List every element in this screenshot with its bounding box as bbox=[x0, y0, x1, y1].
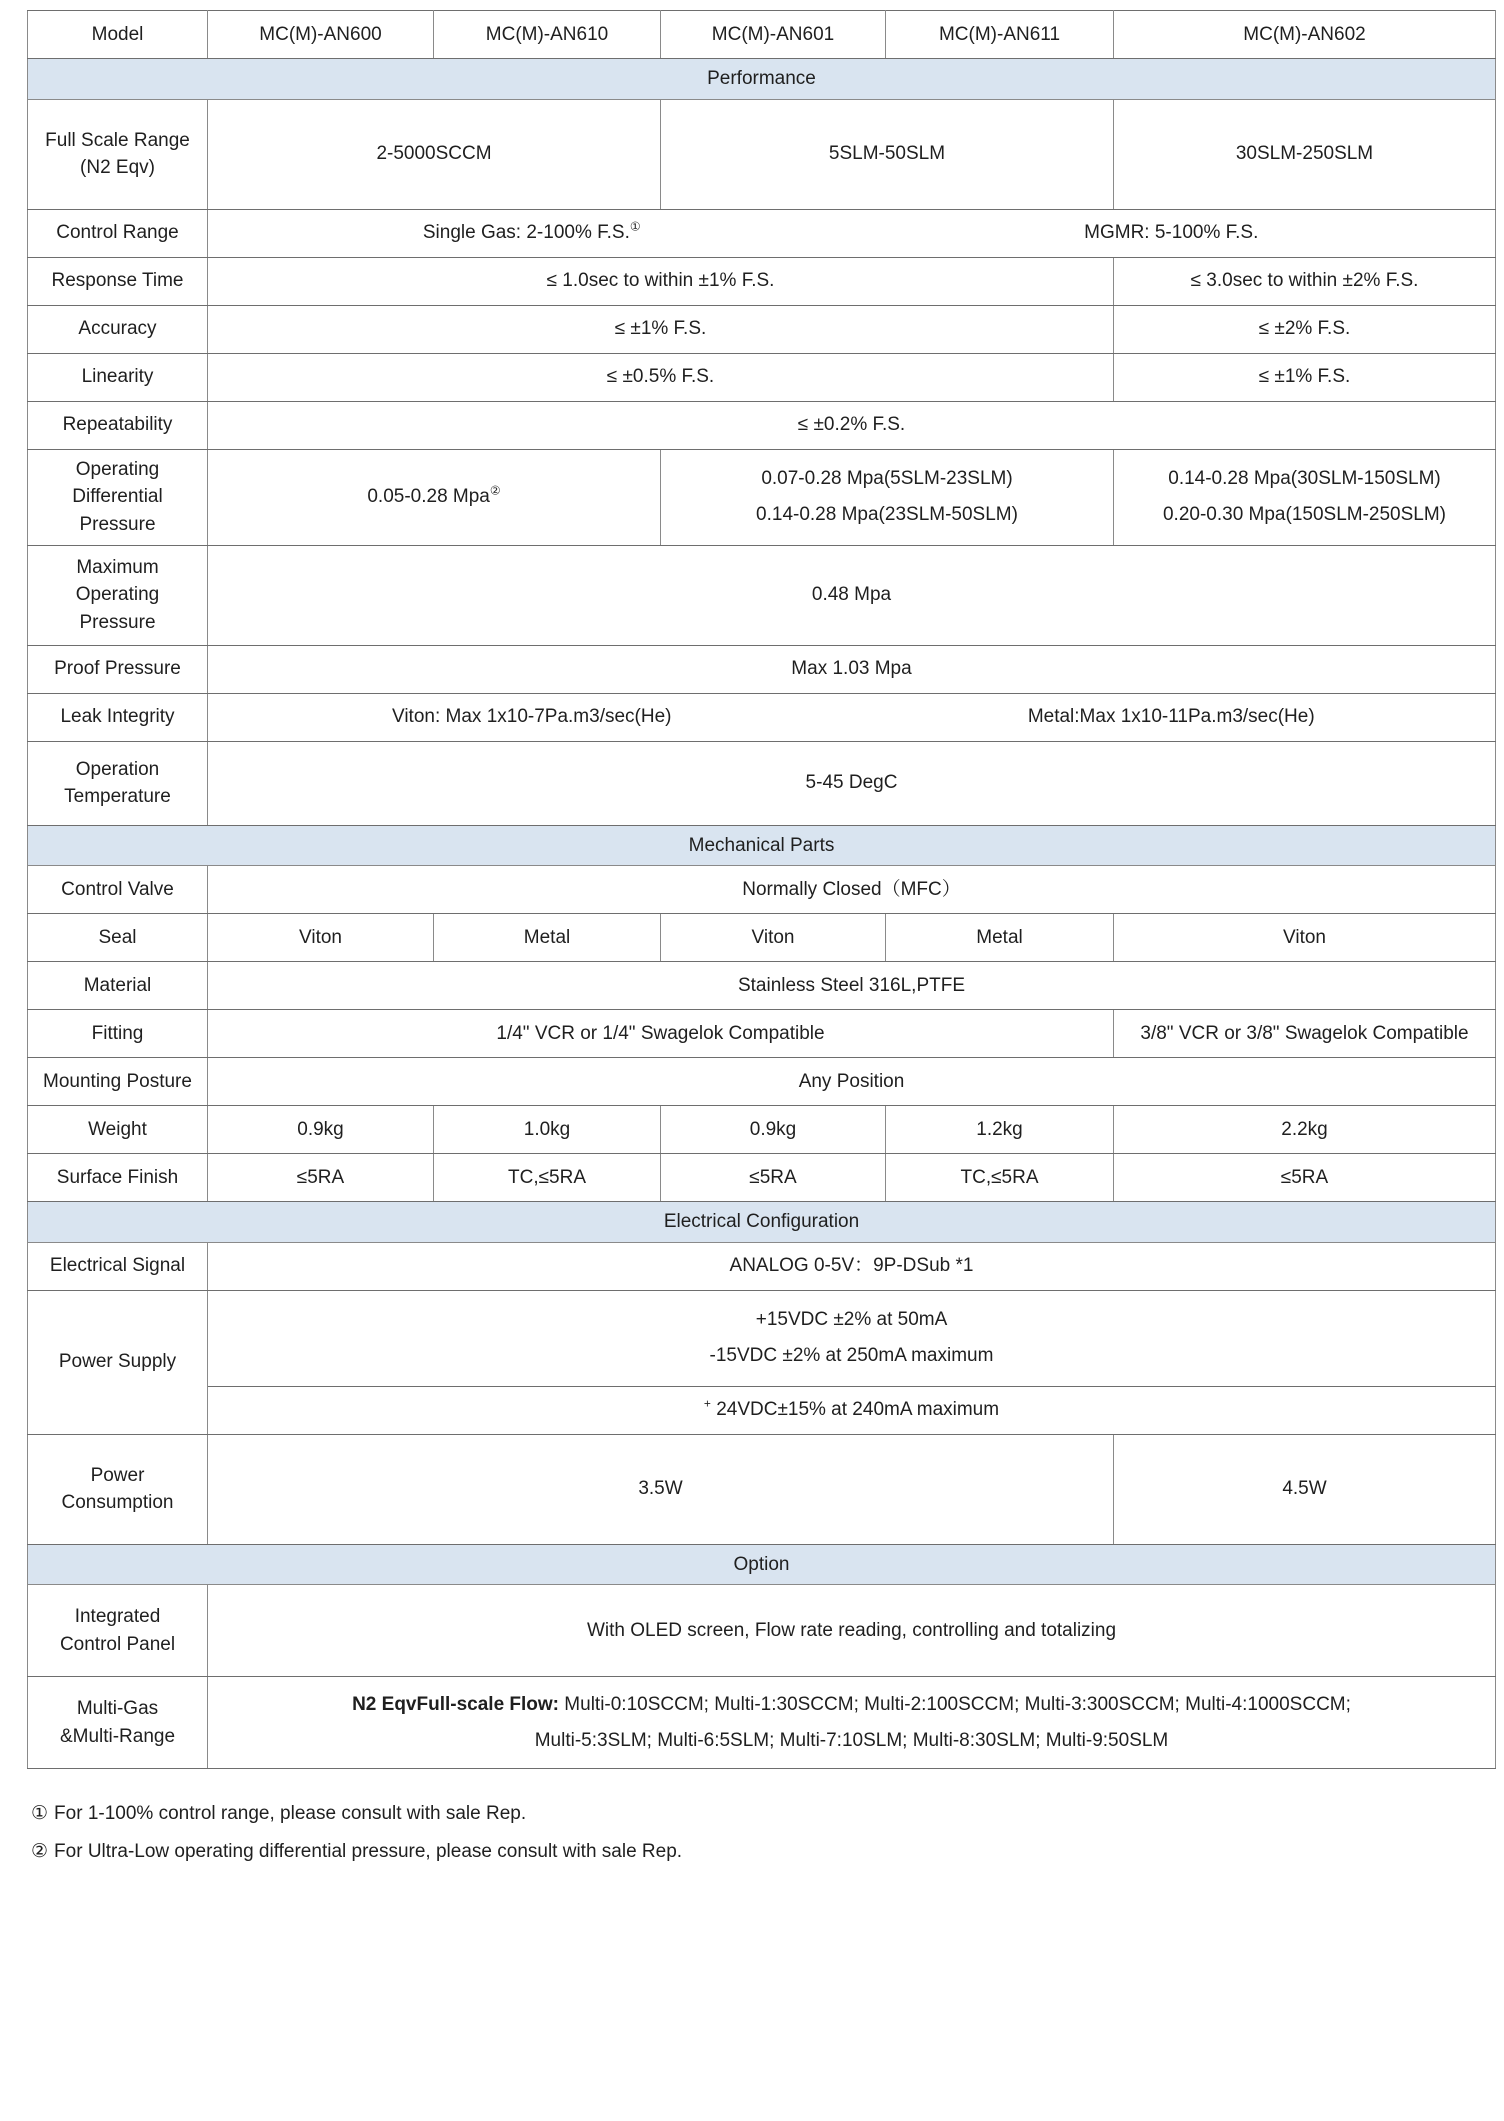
table-row-model bbox=[28, 11, 1496, 59]
row-label-multi-gas-multi-range bbox=[28, 1677, 208, 1769]
power-supply-line-3-prefix: + bbox=[703, 1397, 711, 1412]
row-label-power-supply: Power Supply bbox=[28, 1290, 208, 1434]
row-label-line-2: Operating bbox=[75, 584, 160, 606]
table-row-electrical-signal bbox=[28, 1242, 1496, 1290]
row-label-operation-temperature bbox=[28, 741, 208, 825]
row-label-control-valve: Control Valve bbox=[28, 866, 208, 914]
leak-integrity-values bbox=[208, 693, 1496, 741]
row-label-line-3: Pressure bbox=[79, 513, 156, 535]
specifications-table bbox=[27, 10, 1496, 1769]
repeatability-value: ≤ ±0.2% F.S. bbox=[208, 401, 1496, 449]
table-row-weight bbox=[28, 1106, 1496, 1154]
odp-col-2 bbox=[661, 449, 1114, 545]
model-cell-5: MC(M)-AN602 bbox=[1114, 11, 1496, 59]
row-label-integrated-control-panel bbox=[28, 1585, 208, 1677]
section-band-performance bbox=[28, 59, 1496, 100]
power-consumption-left: 3.5W bbox=[208, 1434, 1114, 1544]
row-label-control-range: Control Range bbox=[28, 209, 208, 257]
section-title-electrical-configuration: Electrical Configuration bbox=[28, 1202, 1496, 1243]
table-row-maximum-operating-pressure bbox=[28, 545, 1496, 645]
control-range-single-gas-text: Single Gas: 2-100% F.S. bbox=[422, 222, 630, 244]
leak-integrity-metal: Metal:Max 1x10-11Pa.m3/sec(He) bbox=[1027, 706, 1315, 728]
row-label-weight: Weight bbox=[28, 1106, 208, 1154]
section-band-electrical-configuration bbox=[28, 1202, 1496, 1243]
control-valve-value: Normally Closed（MFC） bbox=[208, 866, 1496, 914]
table-row-response-time bbox=[28, 257, 1496, 305]
row-label-line-2: Control Panel bbox=[59, 1633, 176, 1655]
accuracy-right: ≤ ±2% F.S. bbox=[1114, 305, 1496, 353]
seal-value-4: Metal bbox=[886, 914, 1114, 962]
table-row-integrated-control-panel bbox=[28, 1585, 1496, 1677]
table-row-power-supply-primary bbox=[28, 1290, 1496, 1386]
row-label-accuracy: Accuracy bbox=[28, 305, 208, 353]
footnote-ref-1: ① bbox=[629, 219, 641, 234]
row-label-line-2: Consumption bbox=[61, 1492, 174, 1514]
multi-gas-value bbox=[208, 1677, 1496, 1769]
row-label-fitting: Fitting bbox=[28, 1010, 208, 1058]
section-band-mechanical-parts bbox=[28, 825, 1496, 866]
row-label-maximum-operating-pressure bbox=[28, 545, 208, 645]
control-range-values bbox=[208, 209, 1496, 257]
weight-value-2: 1.0kg bbox=[434, 1106, 661, 1154]
row-label-full-scale-range bbox=[28, 99, 208, 209]
table-row-power-consumption bbox=[28, 1434, 1496, 1544]
row-label-response-time: Response Time bbox=[28, 257, 208, 305]
leak-integrity-viton: Viton: Max 1x10-7Pa.m3/sec(He) bbox=[392, 706, 672, 728]
odp-col-2-line-2: 0.14-0.28 Mpa(23SLM-50SLM) bbox=[756, 504, 1018, 526]
table-row-leak-integrity bbox=[28, 693, 1496, 741]
row-label-line-1: Power bbox=[90, 1464, 145, 1486]
seal-value-3: Viton bbox=[661, 914, 886, 962]
odp-col-1-text: 0.05-0.28 Mpa bbox=[367, 486, 490, 508]
row-label-line-2: Differential bbox=[72, 486, 163, 508]
odp-col-1 bbox=[208, 449, 661, 545]
weight-value-3: 0.9kg bbox=[661, 1106, 886, 1154]
power-supply-secondary-value bbox=[208, 1386, 1496, 1434]
response-time-right: ≤ 3.0sec to within ±2% F.S. bbox=[1114, 257, 1496, 305]
proof-pressure-value: Max 1.03 Mpa bbox=[208, 645, 1496, 693]
footnote-1-text: For 1-100% control range, please consult with sale Rep. bbox=[54, 1803, 527, 1825]
table-row-operating-differential-pressure bbox=[28, 449, 1496, 545]
table-row-mounting-posture bbox=[28, 1058, 1496, 1106]
odp-col-3-line-1: 0.14-0.28 Mpa(30SLM-150SLM) bbox=[1168, 467, 1441, 489]
row-label-line-3: Pressure bbox=[79, 611, 156, 633]
surface-finish-value-3: ≤5RA bbox=[661, 1154, 886, 1202]
table-row-material bbox=[28, 962, 1496, 1010]
row-label-mounting-posture: Mounting Posture bbox=[28, 1058, 208, 1106]
maximum-operating-pressure-value: 0.48 Mpa bbox=[208, 545, 1496, 645]
row-label-line-2: Temperature bbox=[64, 786, 171, 808]
fitting-left: 1/4" VCR or 1/4" Swagelok Compatible bbox=[208, 1010, 1114, 1058]
power-supply-line-1: +15VDC ±2% at 50mA bbox=[755, 1309, 948, 1331]
footnote-2 bbox=[31, 1833, 1484, 1871]
section-title-option: Option bbox=[28, 1544, 1496, 1585]
table-row-power-supply-secondary bbox=[28, 1386, 1496, 1434]
row-label-seal: Seal bbox=[28, 914, 208, 962]
odp-col-2-line-1: 0.07-0.28 Mpa(5SLM-23SLM) bbox=[761, 467, 1013, 489]
row-label-material: Material bbox=[28, 962, 208, 1010]
row-label-line-1: Operation bbox=[75, 758, 160, 780]
row-label-electrical-signal: Electrical Signal bbox=[28, 1242, 208, 1290]
row-label-proof-pressure: Proof Pressure bbox=[28, 645, 208, 693]
multi-gas-line-1 bbox=[212, 1687, 1491, 1723]
linearity-left: ≤ ±0.5% F.S. bbox=[208, 353, 1114, 401]
table-row-operation-temperature bbox=[28, 741, 1496, 825]
table-row-accuracy bbox=[28, 305, 1496, 353]
footnote-2-text: For Ultra-Low operating differential pressure, please consult with sale Rep. bbox=[54, 1841, 683, 1863]
section-band-option bbox=[28, 1544, 1496, 1585]
fitting-right: 3/8" VCR or 3/8" Swagelok Compatible bbox=[1114, 1010, 1496, 1058]
integrated-control-panel-value: With OLED screen, Flow rate reading, controlling and totalizing bbox=[208, 1585, 1496, 1677]
section-title-performance: Performance bbox=[28, 59, 1496, 100]
seal-value-1: Viton bbox=[208, 914, 434, 962]
model-cell-1: MC(M)-AN600 bbox=[208, 11, 434, 59]
row-label-operating-differential-pressure bbox=[28, 449, 208, 545]
model-cell-3: MC(M)-AN601 bbox=[661, 11, 886, 59]
mounting-posture-value: Any Position bbox=[208, 1058, 1496, 1106]
leak-integrity-split bbox=[212, 703, 1491, 731]
row-label-line-1: Multi-Gas bbox=[76, 1698, 159, 1720]
row-label-line-2: (N2 Eqv) bbox=[80, 157, 155, 179]
row-label-line-2: &Multi-Range bbox=[59, 1725, 176, 1747]
surface-finish-value-1: ≤5RA bbox=[208, 1154, 434, 1202]
full-scale-range-value-3: 30SLM-250SLM bbox=[1114, 99, 1496, 209]
table-row-control-valve bbox=[28, 866, 1496, 914]
footnote-1-mark: ① bbox=[31, 1803, 49, 1825]
electrical-signal-value: ANALOG 0-5V：9P-DSub *1 bbox=[208, 1242, 1496, 1290]
seal-value-5: Viton bbox=[1114, 914, 1496, 962]
model-cell-4: MC(M)-AN611 bbox=[886, 11, 1114, 59]
section-title-mechanical-parts: Mechanical Parts bbox=[28, 825, 1496, 866]
multi-gas-line-2: Multi-5:3SLM; Multi-6:5SLM; Multi-7:10SLM; Multi-8:30SLM; Multi-9:50SLM bbox=[534, 1729, 1169, 1751]
row-label-model: Model bbox=[28, 11, 208, 59]
footnote-2-mark: ② bbox=[31, 1841, 49, 1863]
operation-temperature-value: 5-45 DegC bbox=[208, 741, 1496, 825]
footnote-ref-2: ② bbox=[489, 483, 501, 498]
table-row-surface-finish bbox=[28, 1154, 1496, 1202]
power-supply-primary-value bbox=[208, 1290, 1496, 1386]
row-label-surface-finish: Surface Finish bbox=[28, 1154, 208, 1202]
row-label-line-1: Operating bbox=[75, 458, 160, 480]
row-label-linearity: Linearity bbox=[28, 353, 208, 401]
control-range-split bbox=[212, 219, 1491, 247]
full-scale-range-value-2: 5SLM-50SLM bbox=[661, 99, 1114, 209]
table-row-full-scale-range bbox=[28, 99, 1496, 209]
weight-value-5: 2.2kg bbox=[1114, 1106, 1496, 1154]
linearity-right: ≤ ±1% F.S. bbox=[1114, 353, 1496, 401]
row-label-leak-integrity: Leak Integrity bbox=[28, 693, 208, 741]
row-label-line-1: Integrated bbox=[74, 1606, 161, 1628]
accuracy-left: ≤ ±1% F.S. bbox=[208, 305, 1114, 353]
table-row-linearity bbox=[28, 353, 1496, 401]
table-row-control-range bbox=[28, 209, 1496, 257]
full-scale-range-value-1: 2-5000SCCM bbox=[208, 99, 661, 209]
multi-gas-lead: N2 EqvFull-scale Flow: bbox=[352, 1693, 560, 1715]
table-row-seal bbox=[28, 914, 1496, 962]
row-label-line-1: Maximum bbox=[76, 556, 159, 578]
footnote-1 bbox=[31, 1795, 1484, 1833]
surface-finish-value-4: TC,≤5RA bbox=[886, 1154, 1114, 1202]
row-label-line-1: Full Scale Range bbox=[45, 129, 190, 151]
surface-finish-value-2: TC,≤5RA bbox=[434, 1154, 661, 1202]
table-row-proof-pressure bbox=[28, 645, 1496, 693]
power-supply-line-3: 24VDC±15% at 240mA maximum bbox=[710, 1399, 1000, 1421]
table-row-fitting bbox=[28, 1010, 1496, 1058]
power-consumption-right: 4.5W bbox=[1114, 1434, 1496, 1544]
surface-finish-value-5: ≤5RA bbox=[1114, 1154, 1496, 1202]
control-range-single-gas bbox=[212, 219, 852, 247]
table-row-repeatability bbox=[28, 401, 1496, 449]
model-cell-2: MC(M)-AN610 bbox=[434, 11, 661, 59]
multi-gas-line-1-text: Multi-0:10SCCM; Multi-1:30SCCM; Multi-2:100SCCM; Multi-3:300SCCM; Multi-4:1000SCCM; bbox=[559, 1693, 1351, 1715]
odp-col-3 bbox=[1114, 449, 1496, 545]
response-time-left: ≤ 1.0sec to within ±1% F.S. bbox=[208, 257, 1114, 305]
footnotes bbox=[27, 1795, 1484, 1871]
seal-value-2: Metal bbox=[434, 914, 661, 962]
control-range-mgmr: MGMR: 5-100% F.S. bbox=[1084, 222, 1259, 244]
odp-col-3-line-2: 0.20-0.30 Mpa(150SLM-250SLM) bbox=[1162, 504, 1447, 526]
power-supply-line-2: -15VDC ±2% at 250mA maximum bbox=[709, 1345, 994, 1367]
weight-value-4: 1.2kg bbox=[886, 1106, 1114, 1154]
row-label-power-consumption bbox=[28, 1434, 208, 1544]
row-label-repeatability: Repeatability bbox=[28, 401, 208, 449]
material-value: Stainless Steel 316L,PTFE bbox=[208, 962, 1496, 1010]
weight-value-1: 0.9kg bbox=[208, 1106, 434, 1154]
table-row-multi-gas-multi-range bbox=[28, 1677, 1496, 1769]
